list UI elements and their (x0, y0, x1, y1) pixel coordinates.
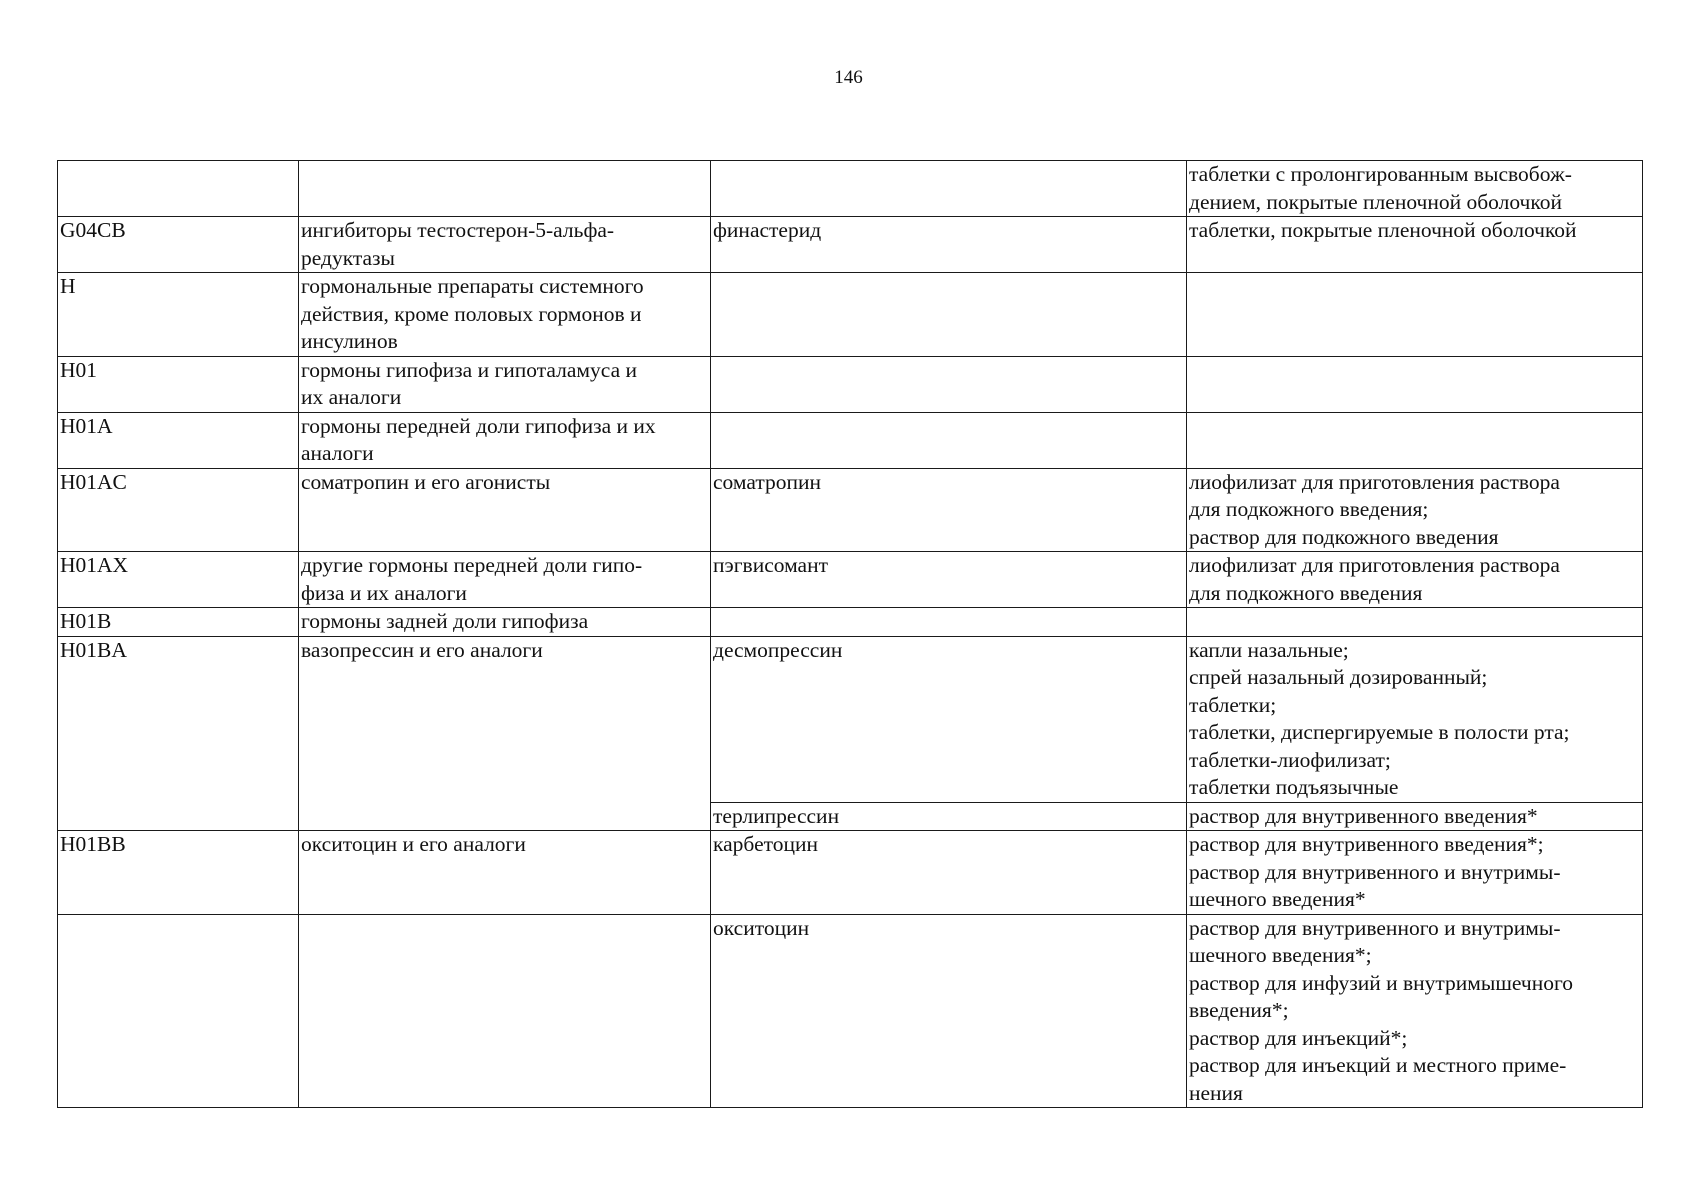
table-row (58, 608, 1643, 637)
dosage-form-cell: капли назальные; спрей назальный дозированный; таблетки; таблетки, диспергируемые в полости рта; таблетки-лиофилизат; таблетки подъязычные (1187, 636, 1643, 802)
dosage-form-cell (1187, 273, 1643, 357)
group-name-cell: вазопрессин и его аналоги (299, 636, 711, 831)
dosage-form-cell (1187, 356, 1643, 412)
table-row (58, 412, 1643, 468)
atc-code-cell: H01BA (58, 636, 299, 831)
atc-code-cell: H01AX (58, 552, 299, 608)
dosage-form-cell (1187, 412, 1643, 468)
atc-code-cell: H01BB (58, 831, 299, 915)
table-row (58, 831, 1643, 915)
drug-name-cell (711, 412, 1187, 468)
atc-code-cell: H01A (58, 412, 299, 468)
group-name-cell (299, 161, 711, 217)
atc-code-cell: H (58, 273, 299, 357)
dosage-form-cell: раствор для внутривенного и внутримы- шечного введения*; раствор для инфузий и внутримышечного введения*; раствор для инъекций*; раствор для инъекций и местного приме- нения (1187, 914, 1643, 1108)
dosage-form-cell (1187, 608, 1643, 637)
drug-name-cell (711, 608, 1187, 637)
group-name-cell: гормональные препараты системного действия, кроме половых гормонов и инсулинов (299, 273, 711, 357)
table-row (58, 914, 1643, 1108)
table-row (58, 636, 1643, 802)
group-name-cell: гормоны гипофиза и гипоталамуса и их аналоги (299, 356, 711, 412)
dosage-form-cell: лиофилизат для приготовления раствора для подкожного введения; раствор для подкожного введения (1187, 468, 1643, 552)
group-name-cell: гормоны передней доли гипофиза и их аналоги (299, 412, 711, 468)
dosage-form-cell: таблетки с пролонгированным высвобож- дением, покрытые пленочной оболочкой (1187, 161, 1643, 217)
group-name-cell (299, 914, 711, 1108)
group-name-cell: соматропин и его агонисты (299, 468, 711, 552)
table-row (58, 217, 1643, 273)
drug-name-cell: карбетоцин (711, 831, 1187, 915)
table-row (58, 468, 1643, 552)
drug-table (57, 160, 1643, 1108)
drug-name-cell (711, 273, 1187, 357)
drug-name-cell (711, 356, 1187, 412)
atc-code-cell (58, 914, 299, 1108)
dosage-form-cell: таблетки, покрытые пленочной оболочкой (1187, 217, 1643, 273)
group-name-cell: ингибиторы тестостерон-5-альфа- редуктазы (299, 217, 711, 273)
dosage-form-cell: лиофилизат для приготовления раствора для подкожного введения (1187, 552, 1643, 608)
drug-name-cell: десмопрессин (711, 636, 1187, 802)
atc-code-cell (58, 161, 299, 217)
atc-code-cell: H01B (58, 608, 299, 637)
drug-name-cell (711, 161, 1187, 217)
atc-code-cell: H01AC (58, 468, 299, 552)
atc-code-cell: G04CB (58, 217, 299, 273)
drug-name-cell: пэгвисомант (711, 552, 1187, 608)
group-name-cell: другие гормоны передней доли гипо- физа и их аналоги (299, 552, 711, 608)
dosage-form-cell: раствор для внутривенного введения* (1187, 802, 1643, 831)
group-name-cell: окситоцин и его аналоги (299, 831, 711, 915)
page-number: 146 (834, 67, 863, 88)
table-row (58, 273, 1643, 357)
table-row (58, 161, 1643, 217)
atc-code-cell: H01 (58, 356, 299, 412)
drug-name-cell: терлипрессин (711, 802, 1187, 831)
dosage-form-cell: раствор для внутривенного введения*; раствор для внутривенного и внутримы- шечного введения* (1187, 831, 1643, 915)
drug-name-cell: финастерид (711, 217, 1187, 273)
table-row (58, 356, 1643, 412)
group-name-cell: гормоны задней доли гипофиза (299, 608, 711, 637)
table-row (58, 552, 1643, 608)
drug-name-cell: соматропин (711, 468, 1187, 552)
drug-name-cell: окситоцин (711, 914, 1187, 1108)
